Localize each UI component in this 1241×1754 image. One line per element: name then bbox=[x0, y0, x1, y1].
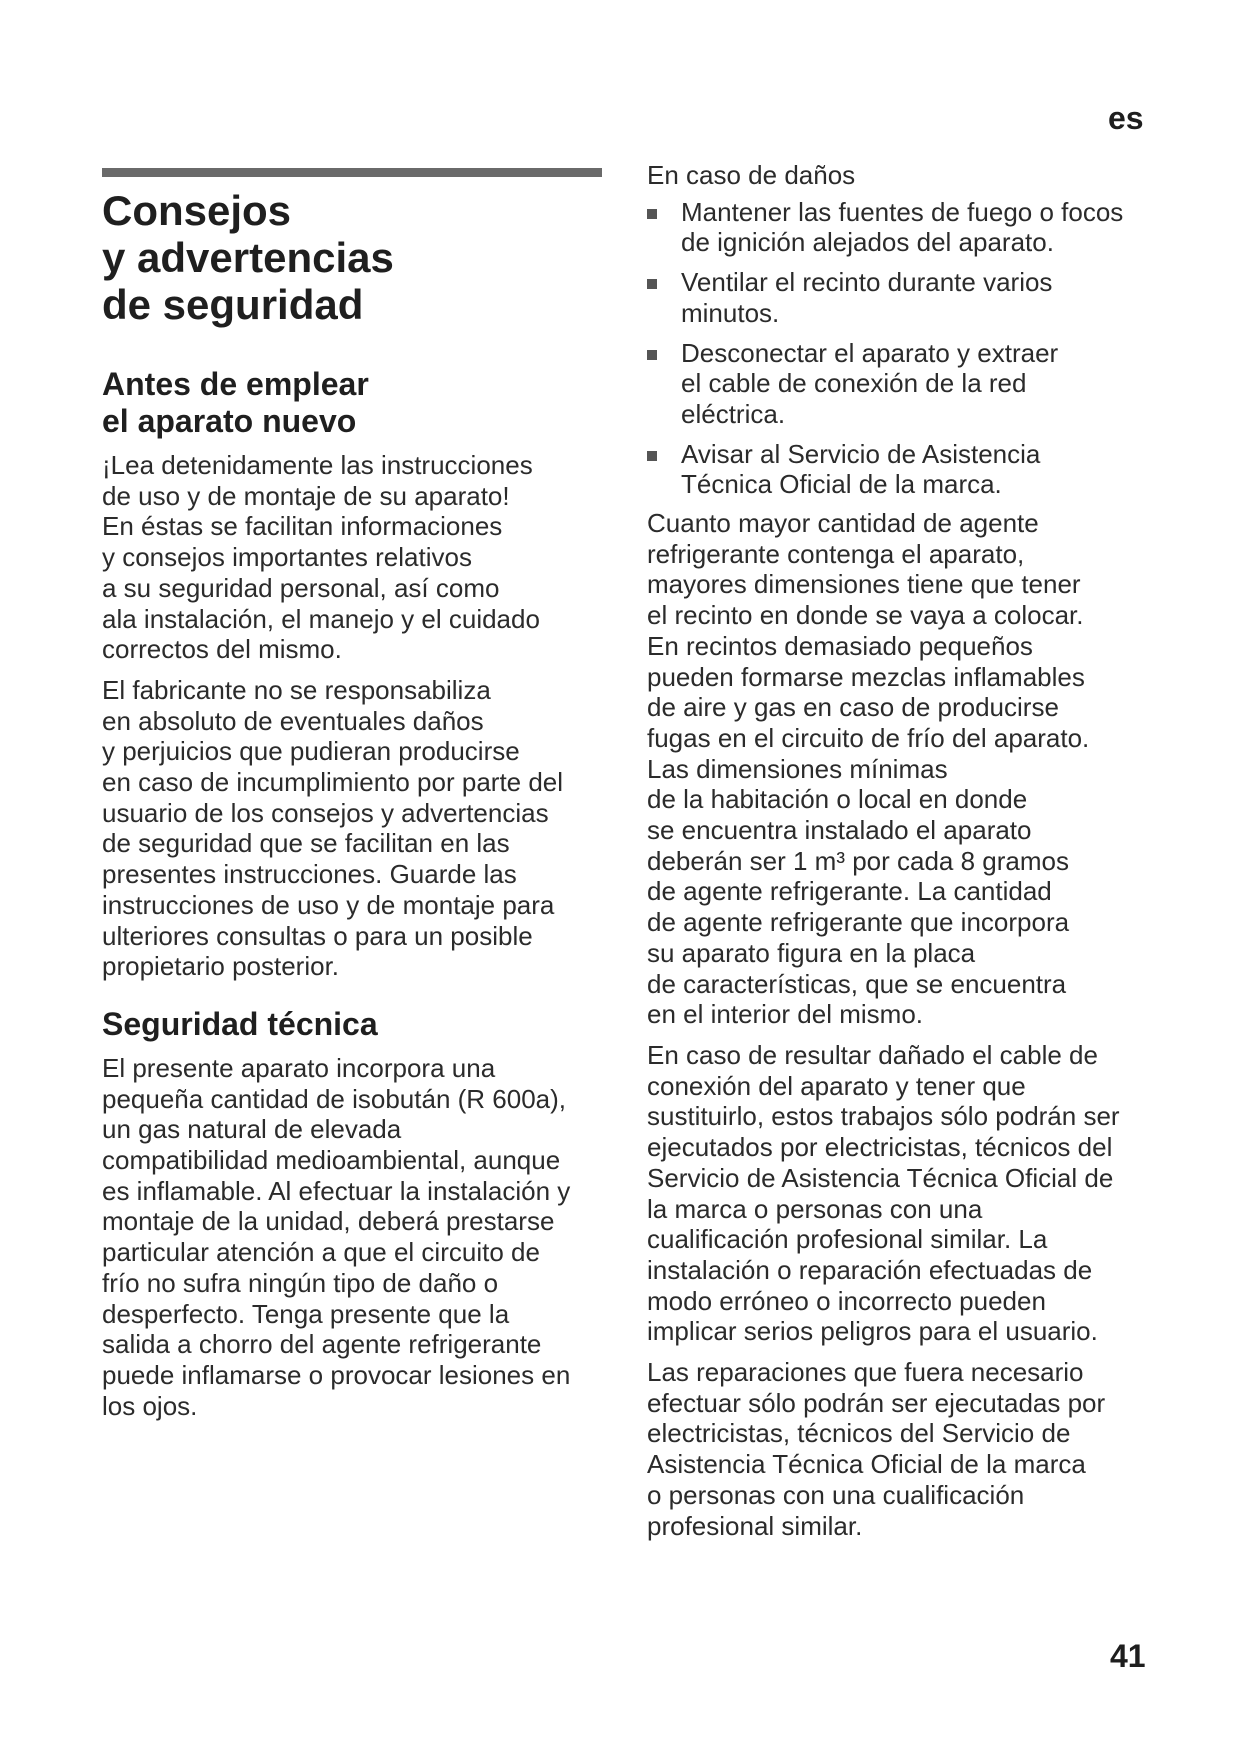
paragraph-in-case-of-damage: En caso de daños bbox=[647, 160, 856, 190]
paragraph-isobutane: El presente aparato incorpora una pequeña cantidad de isobután (R 600a), un gas natural de elevada compatibilidad medioambiental, aunque es inflamable. Al efectuar la instalación y montaje de la unidad, deberá prestarse particular atención a que el circuito de frío no sufra ningún tipo de daño o desperfecto. Tenga presente que la salida a chorro del agente refrigerante puede inflamarse o provocar lesiones en los ojos. bbox=[102, 1052, 571, 1421]
damage-steps-list bbox=[647, 197, 1147, 500]
list-item: Ventilar el recinto durante varios minutos. bbox=[647, 267, 1147, 328]
section-heading-technical-safety: Seguridad técnica bbox=[102, 1005, 378, 1042]
left-column bbox=[102, 187, 622, 1421]
section-heading-before-use: Antes de emplear el aparato nuevo bbox=[102, 366, 369, 439]
section-rule bbox=[102, 168, 602, 177]
paragraph-manufacturer-liability: El fabricante no se responsabiliza en absoluto de eventuales daños y perjuicios que pudieran producirse en caso de incumplimiento por parte del usuario de los consejos y advertencias de seguridad que se facilitan en las presentes instrucciones. Guarde las instrucciones de uso y de montaje para ulteriores consultas o para un posible propietario posterior. bbox=[102, 674, 564, 982]
paragraph-cable-damage: En caso de resultar dañado el cable de conexión del aparato y tener que sustituirlo, estos trabajos sólo podrán ser ejecutados por electricistas, técnicos del Servicio de Asistencia Técnica Oficial de la marca o personas con una cualificación profesional similar. La instalación o reparación efectuadas de modo erróneo o incorrecto pueden implicar serios peligros para el usuario. bbox=[647, 1039, 1120, 1347]
list-item: Mantener las fuentes de fuego o focos de ignición alejados del aparato. bbox=[647, 197, 1147, 258]
paragraph-repairs: Las reparaciones que fuera necesario efectuar sólo podrán ser ejecutadas por electricistas, técnicos del Servicio de Asistencia Técnica Oficial de la marca o personas con una cualificación profesional similar. bbox=[647, 1357, 1106, 1541]
language-code: es bbox=[1108, 100, 1144, 136]
paragraph-read-instructions: ¡Lea detenidamente las instrucciones de uso y de montaje de su aparato! En éstas se facilitan informaciones y consejos importantes relativos a su seguridad personal, así como ala instalación, el manejo y el cuidado correctos del mismo. bbox=[102, 450, 540, 665]
list-item: Avisar al Servicio de Asistencia Técnica Oficial de la marca. bbox=[647, 439, 1147, 500]
page-title: Consejos y advertencias de seguridad bbox=[102, 187, 394, 328]
page-number: 41 bbox=[1110, 1638, 1146, 1674]
list-item: Desconectar el aparato y extraer el cable de conexión de la red eléctrica. bbox=[647, 338, 1147, 430]
bullet-square-icon bbox=[647, 209, 657, 219]
bullet-square-icon bbox=[647, 350, 657, 360]
paragraph-room-dimensions: Cuanto mayor cantidad de agente refrigerante contenga el aparato, mayores dimensiones tiene que tener el recinto en donde se vaya a colocar. En recintos demasiado pequeños pueden formarse mezclas inflamables de aire y gas en caso de producirse fugas en el circuito de frío del aparato. Las dimensiones mínimas de la habitación o local en donde se encuentra instalado el aparato deberán ser 1 m³ por cada 8 gramos de agente refrigerante. La cantidad de agente refrigerante que incorpora su aparato figura en la placa de características, que se encuentra en el interior del mismo. bbox=[647, 508, 1090, 1030]
right-column bbox=[647, 160, 1147, 1541]
bullet-square-icon bbox=[647, 451, 657, 461]
bullet-square-icon bbox=[647, 279, 657, 289]
